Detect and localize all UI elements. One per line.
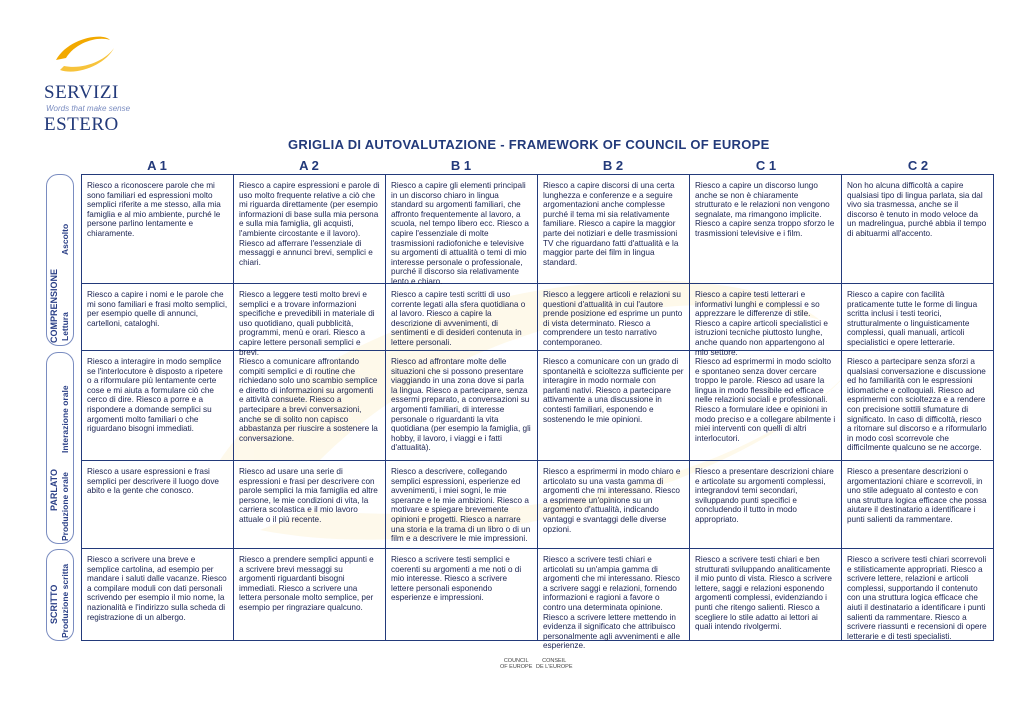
cell-ascolto-a1: Riesco a riconoscere parole che mi sono familiari ed espressioni molto semplici riferite a me stesso, alla mia famiglia e al mio ambiente, purché le persone parlino lentamente e chiaramente. bbox=[82, 175, 234, 284]
cell-produzione-scritta-c2: Riesco a scrivere testi chiari scorrevoli e stilisticamente appropriati. Riesco a scrivere lettere, relazioni e articoli complessi, supportando il contenuto con una struttura logica efficace che aiuti il destinatario a identificare i punti salienti da rammentare. Riesco a scrivere riassunti e recensioni di opere letterarie e di testi specialisti. bbox=[847, 555, 987, 641]
cell-produzione-scritta-a1: Riesco a scrivere una breve e semplice cartolina, ad esempio per mandare i saluti dalle vacanze. Riesco a compilare moduli con dati personali scrivendo per esempio il mio nome, la nazionalità e l'indirizzo sulla scheda di registrazione di un albergo. bbox=[82, 549, 234, 641]
cell-lettura-a2: Riesco a leggere testi molto brevi e semplici e a trovare informazioni specifiche e prevedibili in materiale di uso quotidiano, quali pubblicità, programmi, menù e orari. Riesco a capire lettere personali semplici e brevi. bbox=[234, 284, 386, 351]
label-produzione-scritta: Produzione scritta bbox=[60, 563, 70, 638]
level-c1: C 1 bbox=[755, 158, 777, 173]
category-parlato bbox=[46, 352, 74, 544]
level-b1: B 1 bbox=[450, 158, 472, 173]
cell-produzione-scritta-b1: Riesco a scrivere testi semplici e coerenti su argomenti a me noti o di mio interesse. Riesco a scrivere lettere personali esponendo esperienze e impressioni. bbox=[386, 549, 538, 641]
cell-produzione-orale-a1: Riesco a usare espressioni e frasi semplici per descrivere il luogo dove abito e la gente che conosco. bbox=[82, 461, 234, 549]
cell-ascolto-c2: Non ho alcuna difficoltà a capire qualsiasi tipo di lingua parlata, sia dal vivo sia trasmessa, anche se il discorso è tenuto in modo veloce da un madrelingua, purché abbia il tempo di abituarmi all'accento. bbox=[842, 175, 993, 284]
cell-interazione-a2: Riesco a comunicare affrontando compiti semplici e di routine che richiedano solo uno scambio semplice e diretto di informazioni su argomenti e attività consuete. Riesco a partecipare a brevi conversazioni, anche se di solito non capisco abbastanza per riuscire a sostenere la conversazione. bbox=[234, 351, 386, 461]
category-comprensione bbox=[46, 174, 74, 346]
cell-lettura-a1: Riesco a capire i nomi e le parole che mi sono familiari e frasi molto semplici, per esempio quelle di annunci, cartelloni, cataloghi. bbox=[82, 284, 234, 351]
cell-lettura-c1: Riesco a capire testi letterari e informativi lunghi e complessi e so apprezzare le differenze di stile. Riesco a capire articoli specialistici e istruzioni tecniche piuttosto lunghe, anche quando non appartengono al mio settore. bbox=[690, 284, 842, 351]
logo-text-estero: ESTERO bbox=[44, 114, 119, 135]
footer-council-of-europe: COUNCIL OF EUROPE bbox=[500, 658, 533, 670]
cell-ascolto-a2: Riesco a capire espressioni e parole di uso molto frequente relative a ciò che mi riguarda direttamente (per esempio informazioni di base sulla mia persona e sulla mia famiglia, gli acquisti, l'ambiente circostante e il lavoro). Riesco ad afferrare l'essenziale di messaggi e annunci brevi, semplici e chiari. bbox=[234, 175, 386, 284]
cell-produzione-orale-b2: Riesco a esprimermi in modo chiaro e articolato su una vasta gamma di argomenti che mi interessano. Riesco a esprimere un'opinione su un argomento d'attualità, indicando vantaggi e svantaggi delle diverse opzioni. bbox=[538, 461, 690, 549]
footer-conseil-de-leurope: CONSEIL DE L'EUROPE bbox=[536, 658, 573, 670]
logo-tagline: Words that make sense bbox=[46, 104, 131, 113]
cell-interazione-b2: Riesco a comunicare con un grado di spontaneità e scioltezza sufficiente per interagire in modo normale con parlanti nativi. Riesco a partecipare attivamente a una discussione in contesti familiari, esponendo e sostenendo le mie opinioni. bbox=[538, 351, 690, 461]
level-a2: A 2 bbox=[299, 158, 319, 173]
swoosh-icon bbox=[48, 30, 118, 80]
cell-ascolto-c1: Riesco a capire un discorso lungo anche se non è chiaramente strutturato e le relazioni non vengono segnalate, ma rimangono implicite. Riesco a capire senza troppo sforzo le trasmissioni televisive e i film. bbox=[690, 175, 842, 284]
label-parlato: PARLATO bbox=[49, 469, 59, 511]
cell-interazione-c1: Riesco ad esprimermi in modo sciolto e spontaneo senza dover cercare troppo le parole. Riesco ad usare la lingua in modo flessibile ed efficace nelle relazioni sociali e professionali. Riesco a formulare idee e opinioni in modo preciso e a collegare abilmente i miei interventi con quelli di altri interlocutori. bbox=[690, 351, 842, 461]
page-title: GRIGLIA DI AUTOVALUTAZIONE - FRAMEWORK OF COUNCIL OF EUROPE bbox=[288, 137, 770, 152]
cell-produzione-scritta-a2: Riesco a prendere semplici appunti e a scrivere brevi messaggi su argomenti riguardanti bisogni immediati. Riesco a scrivere una lettera personale molto semplice, per esempio per ringraziare qualcuno. bbox=[234, 549, 386, 641]
cell-ascolto-b1: Riesco a capire gli elementi principali in un discorso chiaro in lingua standard su argomenti familiari, che affronto frequentemente al lavoro, a scuola, nel tempo libero ecc. Riesco a capire l'essenziale di molte trasmissioni radiofoniche e televisive su argomenti di attualità o temi di mio interesse personale o professionale, purché il discorso sia relativamente lento e chiaro. bbox=[386, 175, 538, 284]
cell-produzione-orale-a2: Riesco ad usare una serie di espressioni e frasi per descrivere con parole semplici la mia famiglia ed altre persone, le mie condizioni di vita, la carriera scolastica e il mio lavoro attuale o il più recente. bbox=[234, 461, 386, 549]
level-a1: A 1 bbox=[147, 158, 167, 173]
cell-ascolto-b2: Riesco a capire discorsi di una certa lunghezza e conferenze e a seguire argomentazioni anche complesse purché il tema mi sia relativamente familiare. Riesco a capire la maggior parte dei notiziari e delle trasmissioni TV che riguardano fatti d'attualità e la maggior parte dei film in lingua standard. bbox=[538, 175, 690, 284]
cell-produzione-orale-c2: Riesco a presentare descrizioni o argomentazioni chiare e scorrevoli, in uno stile adeguato al contesto e con una struttura logica efficace che possa aiutare il destinatario a identificare i punti salienti da rammentare. bbox=[842, 461, 993, 549]
logo-text-servizi: SERVIZI bbox=[44, 82, 119, 103]
cell-lettura-b2: Riesco a leggere articoli e relazioni su questioni d'attualità in cui l'autore prende posizione ed esprime un punto di vista determinato. Riesco a comprendere un testo narrativo contemporaneo. bbox=[538, 284, 690, 351]
label-scritto: SCRITTO bbox=[49, 584, 59, 624]
label-ascolto: Ascolto bbox=[60, 223, 70, 255]
level-b2: B 2 bbox=[602, 158, 624, 173]
cell-produzione-orale-b1: Riesco a descrivere, collegando semplici espressioni, esperienze ed avvenimenti, i miei sogni, le mie speranze e le mie ambizioni. Riesco a motivare e spiegare brevemente opinioni e progetti. Riesco a narrare una storia e la trama di un libro o di un film e a descrivere le mie impressioni. bbox=[386, 461, 538, 549]
cell-interazione-b1: Riesco ad affrontare molte delle situazioni che si possono presentare viaggiando in una zona dove si parla la lingua. Riesco a partecipare, senza essermi preparato, a conversazioni su argomenti familiari, di interesse personale o riguardanti la vita quotidiana (per esempio la famiglia, gli hobby, il lavoro, i viaggi e i fatti d'attualità). bbox=[386, 351, 538, 461]
cell-produzione-scritta-b2: Riesco a scrivere testi chiari e articolati su un'ampia gamma di argomenti che mi interessano. Riesco a scrivere saggi e relazioni, fornendo informazioni e ragioni a favore o contro una determinata opinione. Riesco a scrivere lettere mettendo in evidenza il significato che attribuisco personalmente agli avvenimenti e alle esperienze. bbox=[538, 549, 690, 641]
label-comprensione: COMPRENSIONE bbox=[49, 268, 59, 343]
cell-produzione-scritta-c1: Riesco a scrivere testi chiari e ben strutturati sviluppando analiticamente il mio punto di vista. Riesco a scrivere lettere, saggi e relazioni esponendo argomenti complessi, evidenziando i punti che ritengo salienti. Riesco a scegliere lo stile adatto ai lettori ai quali intendo rivolgermi. bbox=[690, 549, 842, 641]
category-scritto bbox=[46, 549, 74, 641]
level-c2: C 2 bbox=[907, 158, 929, 173]
cell-lettura-c2: Riesco a capire con facilità praticamente tutte le forme di lingua scritta inclusi i testi teorici, strutturalmente o linguisticamente complessi, quali manuali, articoli specialistici e opere letterarie. bbox=[842, 284, 993, 351]
cell-interazione-c2: Riesco a partecipare senza sforzi a qualsiasi conversazione e discussione ed ho familiarità con le espressioni idiomatiche e colloquiali. Riesco ad esprimermi con scioltezza e a rendere con precisione sottili sfumature di significato. In caso di difficoltà, riesco a ritornare sul discorso e a riformularlo in modo così scorrevole che difficilmente qualcuno se ne accorge. bbox=[842, 351, 993, 461]
self-assessment-grid bbox=[81, 174, 994, 651]
label-produzione-orale: Produzione orale bbox=[60, 472, 70, 541]
cell-interazione-a1: Riesco a interagire in modo semplice se l'interlocutore è disposto a ripetere o a riformulare più lentamente certe cose e mi aiuta a formulare ciò che cerco di dire. Riesco a porre e a rispondere a domande semplici su argomenti molto familiari o che riguardano bisogni immediati. bbox=[82, 351, 234, 461]
label-lettura: Lettura bbox=[60, 312, 70, 341]
cell-lettura-b1: Riesco a capire testi scritti di uso corrente legati alla sfera quotidiana o al lavoro. Riesco a capire la descrizione di avvenimenti, di sentimenti e di desideri contenuta in lettere personali. bbox=[386, 284, 538, 351]
label-interazione-orale: Interazione orale bbox=[60, 385, 70, 453]
cell-produzione-orale-c1: Riesco a presentare descrizioni chiare e articolate su argomenti complessi, integrandovi temi secondari, sviluppando punti specifici e concludendo il tutto in modo appropriato. bbox=[690, 461, 842, 549]
servizi-estero-logo bbox=[40, 30, 131, 135]
